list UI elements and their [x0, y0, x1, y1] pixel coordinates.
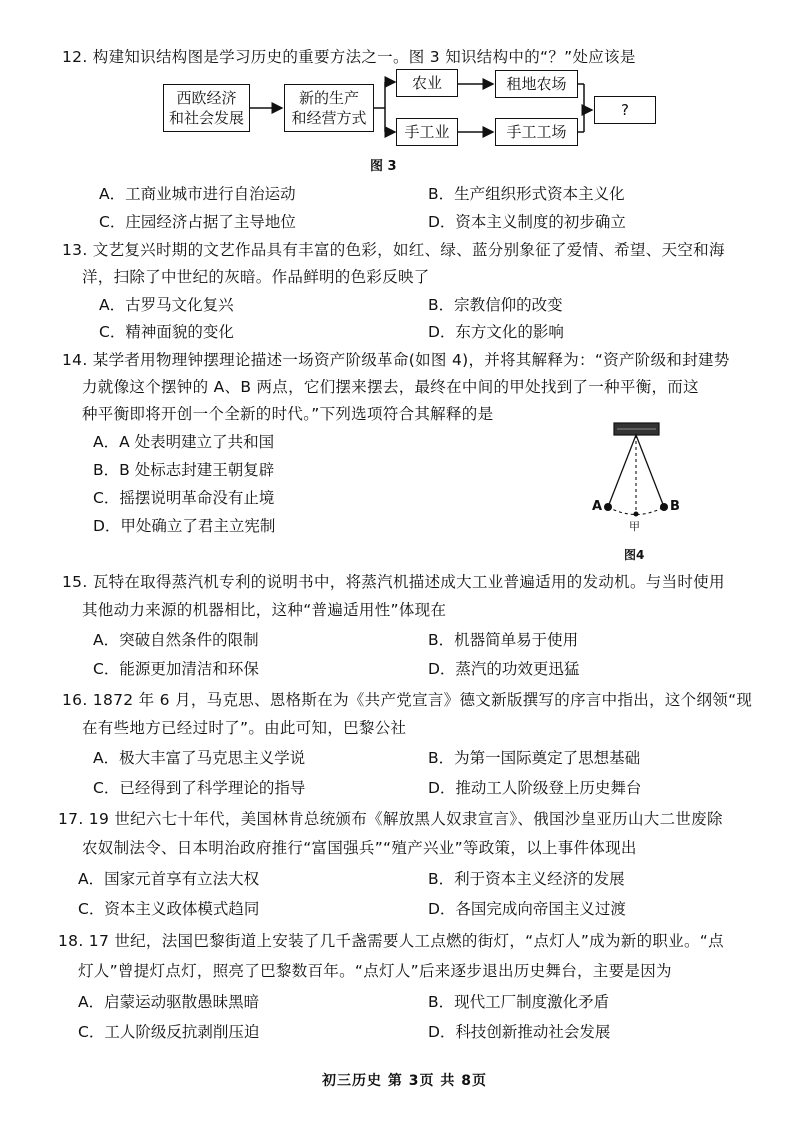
box-handicraft: 手工业	[396, 118, 458, 146]
figure-3-caption: 图 3	[370, 159, 397, 174]
box-western-europe-line2: 和社会发展	[168, 109, 244, 127]
q16-option-d: D．推动工人阶级登上历史舞台	[428, 779, 642, 797]
question-15-line2: 其他动力来源的机器相比，这种“普遍适用性”体现在	[82, 601, 447, 619]
question-16-line2: 在有些地方已经过时了”。由此可知，巴黎公社	[82, 719, 407, 737]
q18-option-b: B．现代工厂制度激化矛盾	[428, 993, 610, 1011]
point-b	[660, 503, 668, 511]
q18-option-a: A．启蒙运动驱散愚昧黑暗	[78, 993, 260, 1011]
label-b: B	[670, 499, 680, 514]
pendulum-string-a	[608, 435, 636, 507]
question-16-line1: 16. 1872 年 6 月，马克思、恩格斯在为《共产党宣言》德文新版撰写的序言中指出，这个纲领“现	[62, 691, 753, 709]
question-13-line1: 13. 文艺复兴时期的文艺作品具有丰富的色彩，如红、绿、蓝分别象征了爱情、希望、天空和海	[62, 241, 725, 259]
q17-option-d: D．各国完成向帝国主义过渡	[428, 900, 626, 918]
question-14-line1: 14. 某学者用物理钟摆理论描述一场资产阶级革命(如图 4)，并将其解释为：“资产阶级和封建势	[62, 351, 730, 369]
question-13-line2: 洋，扫除了中世纪的灰暗。作品鲜明的色彩反映了	[82, 268, 430, 286]
question-17-line2: 农奴制法令、日本明治政府推行“富国强兵”“殖产兴业”等政策，以上事件体现出	[82, 839, 637, 857]
page-footer: 初三历史 第 3页 共 8页	[322, 1073, 487, 1089]
q17-option-b: B．利于资本主义经济的发展	[428, 870, 625, 888]
box-tenant-farm: 租地农场	[495, 70, 578, 98]
box-new-production-line2: 和经营方式	[291, 109, 367, 127]
q12-option-b: B．生产组织形式资本主义化	[428, 185, 625, 203]
q17-option-a: A．国家元首享有立法大权	[78, 870, 260, 888]
label-jia: 甲	[629, 520, 640, 533]
q14-option-a: A．A 处表明建立了共和国	[93, 433, 275, 451]
question-18-line1: 18. 17 世纪，法国巴黎街道上安装了几千盏需要人工点燃的街灯，“点灯人”成为新的职业。“点	[58, 932, 724, 950]
box-question-mark: ?	[594, 96, 656, 124]
q13-option-c: C．精神面貌的变化	[99, 323, 234, 341]
box-western-europe-line1: 西欧经济	[176, 89, 237, 107]
box-new-production-line1: 新的生产	[298, 89, 359, 107]
q16-option-b: B．为第一国际奠定了思想基础	[428, 749, 641, 767]
q12-option-a: A．工商业城市进行自治运动	[99, 185, 296, 203]
box-workshop: 手工工场	[495, 118, 578, 146]
pendulum-string-b	[636, 435, 664, 507]
q12-option-c: C．庄园经济占据了主导地位	[99, 213, 296, 231]
question-17-line1: 17. 19 世纪六七十年代，美国林肯总统颁布《解放黑人奴隶宣言》、俄国沙皇亚历山大二世废除	[58, 810, 723, 828]
q16-option-c: C．已经得到了科学理论的指导	[93, 779, 306, 797]
q12-option-d: D．资本主义制度的初步确立	[428, 213, 626, 231]
q15-option-c: C．能源更加清洁和环保	[93, 660, 259, 678]
point-jia	[634, 512, 639, 517]
q16-option-a: A．极大丰富了马克思主义学说	[93, 749, 306, 767]
q17-option-c: C．资本主义政体模式趋同	[78, 900, 260, 918]
q15-option-b: B．机器简单易于使用	[428, 631, 579, 649]
question-14-line2: 力就像这个摆钟的 A、B 两点，它们摆来摆去，最终在中间的甲处找到了一种平衡，而这	[82, 378, 699, 396]
question-12-stem: 12. 构建知识结构图是学习历史的重要方法之一。图 3 知识结构中的“？”处应该是	[62, 48, 636, 66]
box-agriculture: 农业	[396, 69, 458, 97]
q13-option-a: A．古罗马文化复兴	[99, 296, 234, 314]
question-15-line1: 15. 瓦特在取得蒸汽机专利的说明书中，将蒸汽机描述成大工业普遍适用的发动机。与当时使用	[62, 573, 725, 591]
q14-option-b: B．B 处标志封建王朝复辟	[93, 461, 275, 479]
q18-option-d: D．科技创新推动社会发展	[428, 1023, 611, 1041]
question-18-line2: 灯人”曾提灯点灯，照亮了巴黎数百年。“点灯人”后来逐步退出历史舞台，主要是因为	[78, 962, 672, 980]
q13-option-d: D．东方文化的影响	[428, 323, 564, 341]
q15-option-a: A．突破自然条件的限制	[93, 631, 259, 649]
q18-option-c: C．工人阶级反抗剥削压迫	[78, 1023, 260, 1041]
q14-option-c: C．摇摆说明革命没有止境	[93, 489, 275, 507]
figure-4-caption: 图4	[624, 548, 645, 562]
q13-option-b: B．宗教信仰的改变	[428, 296, 563, 314]
q14-option-d: D．甲处确立了君主立宪制	[93, 517, 276, 535]
point-a	[604, 503, 612, 511]
question-14-line3: 种平衡即将开创一个全新的时代。”下列选项符合其解释的是	[82, 405, 494, 423]
label-a: A	[592, 499, 603, 514]
q15-option-d: D．蒸汽的功效更迅猛	[428, 660, 580, 678]
